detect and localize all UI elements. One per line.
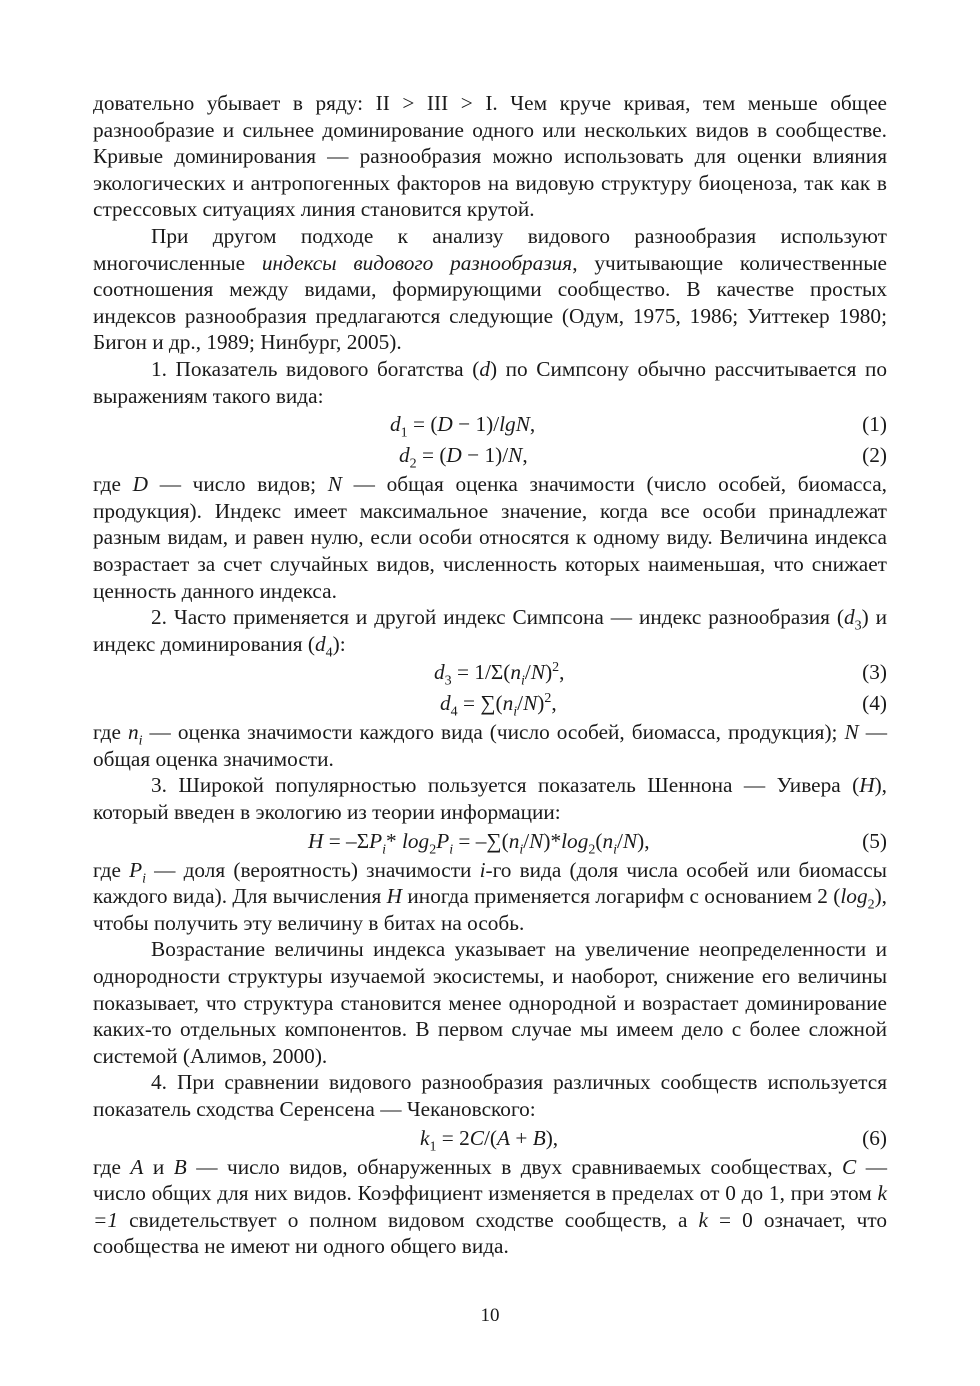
paragraph-interpretation: Возрастание величины индекса указывает на увеличение неопределенности и однородности структуры изучаемой экосистемы, и наоборот, снижение его величины показывает, что структура становится менее однородной и возрастает доминирование каких-то отдельных компонентов. В первом случае мы имеем дело с более сложной системой (Алимов, 2000). (93, 937, 887, 1068)
formula-5 (93, 826, 887, 857)
text-span: 1. Показатель видового богатства ( (151, 356, 480, 381)
formula-expression: $H = -\Sigma P_i*$ $\log_2P_i = -\sum(n_i/N)*\log_2(n_i/N)$, (308, 828, 650, 857)
formula-number: (5) (862, 828, 887, 853)
page-body (93, 90, 887, 1260)
paragraph-item-4: 4. При сравнении видового разнообразия различных сообществ используется показатель сходства Серенсена — Чекановского: (93, 1070, 887, 1121)
paragraph-definitions-1: где D — число видов; N — общая оценка значимости (число особей, биомасса, продукция). Индекс имеет максимальное значение, когда все особи принадлежат разным видам, и равен нулю, если особи относятся к одному виду. Величина индекса возрастает за счет случайных видов, численность которых наименьшая, что снижает ценность данного индекса. (93, 472, 887, 603)
formula-expression: $d_3 = 1/\Sigma(n_i/N)^2$, (434, 660, 565, 689)
formula-3 (93, 657, 887, 688)
formula-2 (93, 440, 887, 471)
formula-number: (1) (862, 412, 887, 437)
text-span: ) по Симпсону обычно рассчитывается по выражениям такого вида: (93, 356, 887, 408)
formula-number: (2) (862, 443, 887, 468)
paragraph-indices (93, 223, 887, 356)
formula-expression: $d_4 = \sum(n_i/N)^2$, (440, 691, 557, 720)
formula-expression: $d_1 = (D - 1)/\lg N$, (390, 412, 536, 441)
formula-4 (93, 688, 887, 719)
symbol-d: d (479, 356, 490, 381)
page-number: 10 (480, 1305, 500, 1326)
emphasis-indices: индексы видового разнообразия (261, 250, 573, 275)
text-span: , учитывающие количественные соотношения между видами, формирующими сообщество. В качестве простых индексов разнообразия предлагаются следующие (Одум, 1975, 1986; Уиттекер 1980; Бигон и др., 1989; Нинбург, 2005). (93, 250, 887, 355)
formula-6 (93, 1123, 887, 1154)
text-span: При другом подходе к анализу видового разнообразия используют многочисленные (93, 223, 887, 275)
formula-expression: $k_1 = 2C/(A + B)$, (420, 1125, 559, 1154)
paragraph-item-3: 3. Широкой популярностью пользуется показатель Шеннона — Уивера (H), который введен в экологию из теории информации: (93, 773, 887, 825)
formula-number: (6) (862, 1125, 887, 1150)
paragraph-item-1 (93, 356, 887, 409)
formula-number: (4) (862, 691, 887, 716)
formula-1 (93, 409, 887, 440)
paragraph-definitions-2: где $n_i$ — оценка значимости каждого вида (число особей, биомасса, продукция); N — общая оценка значимости. (93, 720, 887, 771)
paragraph-item-2: 2. Часто применяется и другой индекс Симпсона — индекс разнообразия $(d_3)$ и индекс доминирования $(d_4)$: (93, 605, 887, 660)
formula-number: (3) (862, 660, 887, 685)
paragraph-definitions-4: где A и B — число видов, обнаруженных в двух сравниваемых сообществах, C — число общих для них видов. Коэффициент изменяется в пределах от 0 до 1, при этом k =1 свидетельствует о полном видовом сходстве сообществ, а k = 0 означает, что сообщества не имеют ни одного общего вида. (93, 1154, 887, 1259)
paragraph-definitions-3: где $P_i$ — доля (вероятность) значимости i-го вида (доля числа особей или биомассы каждого вида). Для вычисления H иногда применяется логарифм с основанием 2 $(\log_2)$, чтобы получить эту величину в битах на особь. (93, 857, 888, 935)
formula-expression: $d_2 = (D - 1)/N$, (399, 443, 528, 472)
paragraph-curves: довательно убывает в ряду: II > III > I. Чем круче кривая, тем меньше общее разнообразие и сильнее доминирование одного или нескольких видов в сообществе. Кривые доминирования — разнообразия можно использовать для оценки влияния экологических и антропогенных факторов на видовую структуру биоценоза, так как в стрессовых ситуациях линия становится крутой. (93, 91, 887, 222)
